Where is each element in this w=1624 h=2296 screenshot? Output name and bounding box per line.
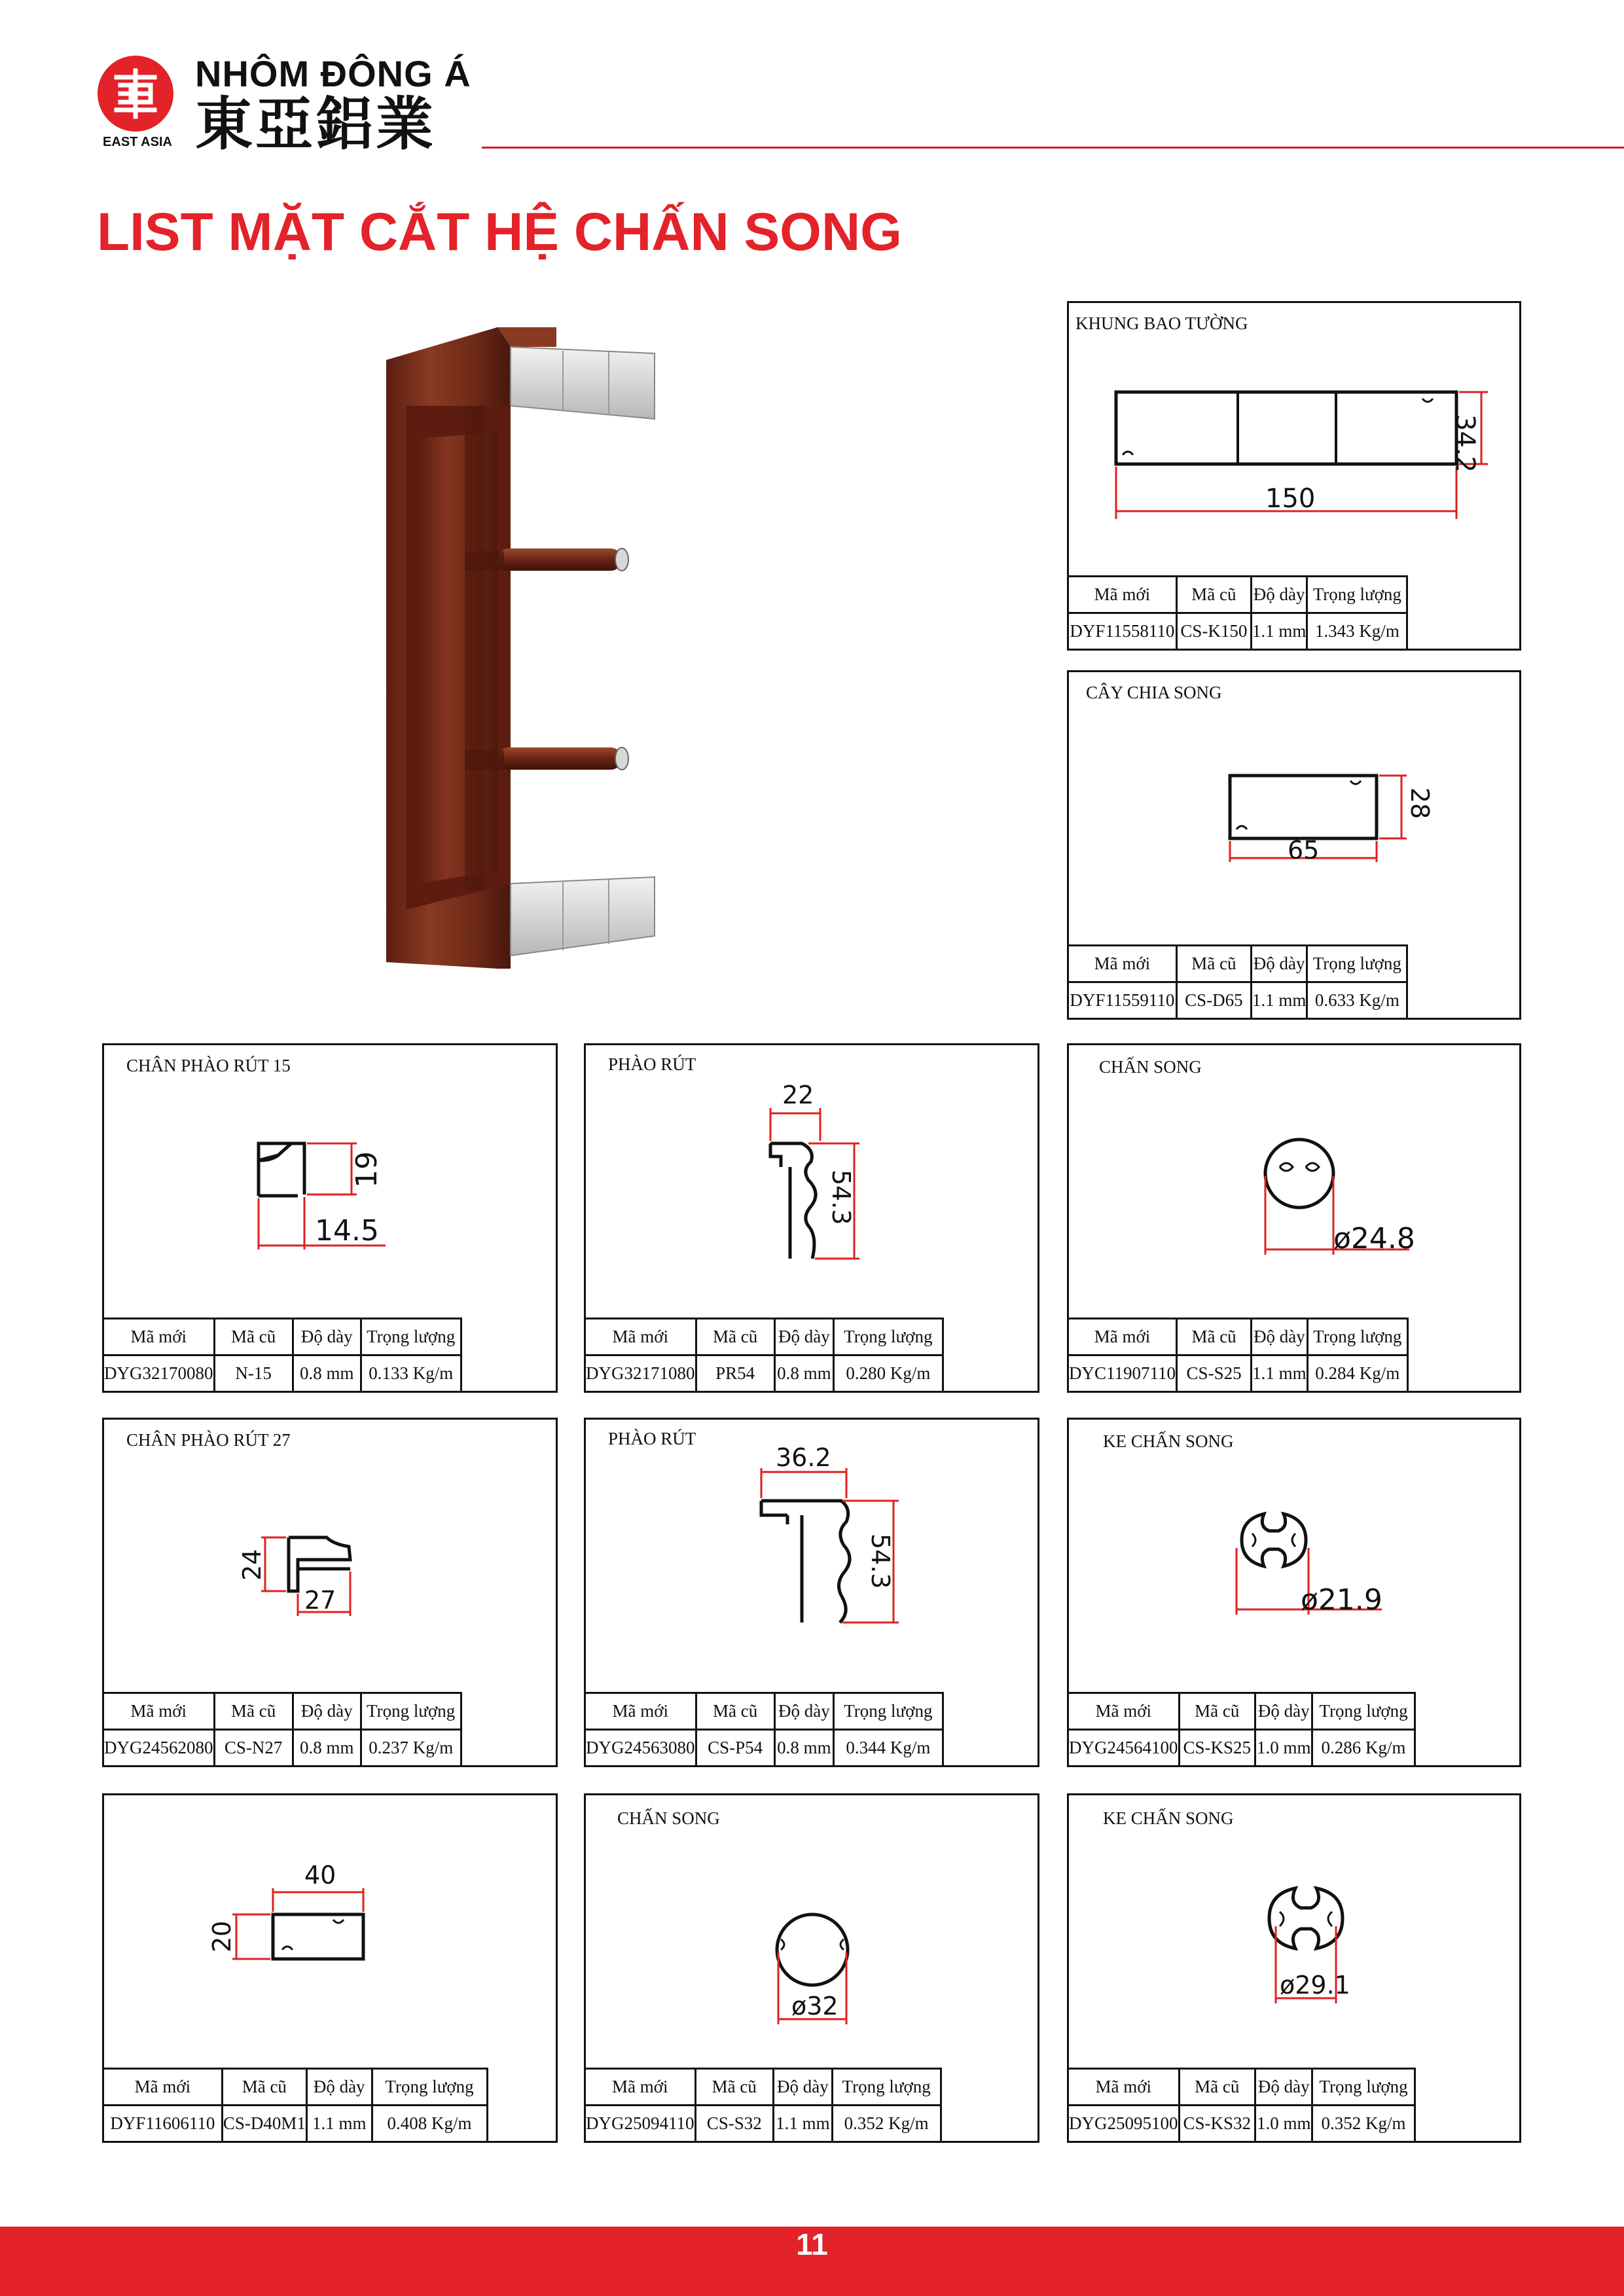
profile-name: PHÀO RÚT [608, 1429, 696, 1448]
trong-luong-value: 1.343 Kg/m [1307, 613, 1407, 650]
header-trong-luong: Trọng lượng [361, 1693, 461, 1730]
brand-vietnamese-name: NHÔM ĐÔNG Á [195, 53, 471, 94]
profile-name: PHÀO RÚT [608, 1054, 696, 1074]
profile-card-chan-phao-rut-15 [102, 1043, 558, 1393]
header-do-day: Độ dày [1251, 946, 1307, 982]
do-day-value: 1.0 mm [1255, 2106, 1312, 2142]
ma-cu-value: CS-S25 [1177, 1355, 1252, 1392]
spec-table [584, 2068, 942, 2143]
spec-table [102, 1692, 462, 1767]
header-do-day: Độ dày [306, 2069, 372, 2106]
header-ma-cu: Mã cũ [1176, 577, 1251, 613]
header-trong-luong: Trọng lượng [1307, 946, 1407, 982]
header-do-day: Độ dày [1255, 2069, 1312, 2106]
ma-cu-value: CS-P54 [696, 1730, 774, 1767]
ma-cu-value: CS-K150 [1176, 613, 1251, 650]
profile-name: KHUNG BAO TƯỜNG [1075, 314, 1248, 333]
trong-luong-value: 0.133 Kg/m [361, 1355, 461, 1392]
header-ma-cu: Mã cũ [1177, 1319, 1252, 1355]
dimension-label: 27 [304, 1586, 336, 1615]
spec-table [1067, 2068, 1416, 2143]
trong-luong-value: 0.352 Kg/m [832, 2106, 941, 2142]
ma-cu-value: CS-S32 [695, 2106, 774, 2142]
ma-cu-value: CS-D40M1 [222, 2106, 306, 2142]
profile-card-ke-chan-song-32 [1067, 1793, 1521, 2143]
profile-section-drawing [104, 1795, 556, 2070]
page-number: 11 [796, 2227, 828, 2261]
ma-moi-value: DYG24564100 [1068, 1730, 1180, 1767]
profile-section-drawing [1069, 672, 1519, 947]
do-day-value: 1.1 mm [306, 2106, 372, 2142]
header-ma-cu: Mã cũ [1179, 2069, 1255, 2106]
do-day-value: 1.1 mm [774, 2106, 833, 2142]
ma-cu-value: CS-KS25 [1179, 1730, 1255, 1767]
profile-card-khung-bao-tuong [1067, 301, 1521, 651]
profile-name: KE CHẤN SONG [1103, 1431, 1234, 1451]
header-do-day: Độ dày [293, 1693, 361, 1730]
header-trong-luong: Trọng lượng [833, 1319, 943, 1355]
ma-moi-value: DYC11907110 [1068, 1355, 1177, 1392]
spec-table [1067, 944, 1408, 1020]
header-do-day: Độ dày [1252, 1319, 1308, 1355]
profile-name: CHÂN PHÀO RÚT 15 [126, 1056, 291, 1075]
brand-chinese-name: 東亞鋁業 [195, 90, 437, 158]
spec-table [1067, 1692, 1416, 1767]
profile-card-phao-rut-54 [584, 1043, 1039, 1393]
profile-card-chan-song-25 [1067, 1043, 1521, 1393]
dimension-label: 28 [1405, 787, 1434, 819]
dimension-label: 36.2 [776, 1443, 831, 1472]
ma-cu-value: N-15 [214, 1355, 293, 1392]
profile-name: CHÂN PHÀO RÚT 27 [126, 1430, 291, 1450]
header-do-day: Độ dày [774, 1693, 833, 1730]
profile-name: CHẤN SONG [617, 1808, 720, 1828]
header-trong-luong: Trọng lượng [1312, 2069, 1415, 2106]
spec-table [584, 1318, 944, 1393]
dimension-label: 24 [238, 1549, 266, 1581]
spec-table [102, 1318, 462, 1393]
spec-table [584, 1692, 944, 1767]
do-day-value: 1.1 mm [1252, 1355, 1308, 1392]
spec-table [102, 2068, 488, 2143]
header-ma-cu: Mã cũ [695, 2069, 774, 2106]
header-trong-luong: Trọng lượng [372, 2069, 487, 2106]
spec-table [1067, 1318, 1409, 1393]
profile-section-drawing [104, 1045, 556, 1320]
profile-section-drawing [1069, 1045, 1519, 1320]
dimension-label: 19 [350, 1151, 384, 1188]
header-ma-moi: Mã mới [585, 2069, 696, 2106]
profile-card-ke-chan-song-25 [1067, 1418, 1521, 1767]
header-trong-luong: Trọng lượng [832, 2069, 941, 2106]
header-trong-luong: Trọng lượng [833, 1693, 943, 1730]
header-ma-moi: Mã mới [1068, 946, 1177, 982]
header-trong-luong: Trọng lượng [1312, 1693, 1415, 1730]
header-ma-moi: Mã mới [585, 1319, 696, 1355]
do-day-value: 0.8 mm [774, 1355, 833, 1392]
ma-moi-value: DYF11559110 [1068, 982, 1177, 1019]
trong-luong-value: 0.352 Kg/m [1312, 2106, 1415, 2142]
ma-moi-value: DYG24562080 [103, 1730, 215, 1767]
do-day-value: 1.1 mm [1251, 982, 1307, 1019]
ma-moi-value: DYG32170080 [103, 1355, 215, 1392]
header-trong-luong: Trọng lượng [1307, 1319, 1407, 1355]
ma-cu-value: PR54 [696, 1355, 774, 1392]
profile-section-drawing [1069, 1795, 1519, 2070]
profile-name: CÂY CHIA SONG [1086, 683, 1222, 702]
header-ma-cu: Mã cũ [696, 1693, 774, 1730]
dimension-label: 54.3 [866, 1534, 895, 1589]
ma-moi-value: DYF11558110 [1068, 613, 1177, 650]
header-ma-moi: Mã mới [1068, 2069, 1180, 2106]
do-day-value: 1.1 mm [1251, 613, 1307, 650]
header-ma-cu: Mã cũ [214, 1693, 293, 1730]
do-day-value: 1.0 mm [1255, 1730, 1312, 1767]
east-asia-logo-icon [97, 55, 174, 132]
profile-section-drawing [1069, 1420, 1519, 1695]
profile-card-phao-rut-p54 [584, 1418, 1039, 1767]
trong-luong-value: 0.408 Kg/m [372, 2106, 487, 2142]
header-ma-cu: Mã cũ [696, 1319, 774, 1355]
ma-moi-value: DYG25094110 [585, 2106, 696, 2142]
header-ma-cu: Mã cũ [1179, 1693, 1255, 1730]
header-do-day: Độ dày [293, 1319, 361, 1355]
dimension-label: 65 [1288, 836, 1320, 865]
spec-table [1067, 575, 1408, 651]
trong-luong-value: 0.284 Kg/m [1307, 1355, 1407, 1392]
header-ma-cu: Mã cũ [222, 2069, 306, 2106]
trong-luong-value: 0.280 Kg/m [833, 1355, 943, 1392]
dimension-label: ø21.9 [1301, 1583, 1382, 1617]
trong-luong-value: 0.344 Kg/m [833, 1730, 943, 1767]
profile-section-drawing [104, 1420, 556, 1695]
trong-luong-value: 0.633 Kg/m [1307, 982, 1407, 1019]
dimension-label: 150 [1265, 484, 1316, 514]
ma-moi-value: DYG32171080 [585, 1355, 696, 1392]
profile-card-chan-phao-rut-27 [102, 1418, 558, 1767]
header-do-day: Độ dày [774, 2069, 833, 2106]
ma-moi-value: DYF11606110 [103, 2106, 223, 2142]
header-ma-moi: Mã mới [103, 2069, 223, 2106]
header-ma-cu: Mã cũ [1176, 946, 1251, 982]
do-day-value: 0.8 mm [293, 1355, 361, 1392]
brand-english-name: EAST ASIA [103, 135, 172, 149]
header-do-day: Độ dày [1255, 1693, 1312, 1730]
header-do-day: Độ dày [1251, 577, 1307, 613]
header-do-day: Độ dày [774, 1319, 833, 1355]
dimension-label: 54.3 [827, 1170, 856, 1225]
header-ma-cu: Mã cũ [214, 1319, 293, 1355]
window-grille-product-render [367, 308, 707, 1001]
ma-cu-value: CS-D65 [1176, 982, 1251, 1019]
trong-luong-value: 0.237 Kg/m [361, 1730, 461, 1767]
profile-name: CHẤN SONG [1099, 1057, 1202, 1077]
dimension-label: 20 [208, 1920, 236, 1952]
dimension-label: ø32 [791, 1992, 839, 2020]
header-ma-moi: Mã mới [1068, 577, 1177, 613]
dimension-label: 34.2 [1450, 414, 1480, 473]
dimension-label: ø24.8 [1333, 1222, 1415, 1255]
dimension-label: 22 [782, 1081, 814, 1109]
profile-card-cay-chia-song [1067, 670, 1521, 1020]
profile-card-cs-d40m1 [102, 1793, 558, 2143]
do-day-value: 0.8 mm [774, 1730, 833, 1767]
do-day-value: 0.8 mm [293, 1730, 361, 1767]
profile-name: KE CHẤN SONG [1103, 1808, 1234, 1828]
dimension-label: 40 [304, 1861, 336, 1890]
header-ma-moi: Mã mới [585, 1693, 696, 1730]
ma-moi-value: DYG25095100 [1068, 2106, 1180, 2142]
page-title: LIST MẶT CẮT HỆ CHẤN SONG [97, 202, 902, 262]
dimension-label: ø29.1 [1280, 1971, 1350, 2000]
header-trong-luong: Trọng lượng [361, 1319, 461, 1355]
ma-cu-value: CS-N27 [214, 1730, 293, 1767]
header-trong-luong: Trọng lượng [1307, 577, 1407, 613]
profile-card-chan-song-32 [584, 1793, 1039, 2143]
ma-cu-value: CS-KS32 [1179, 2106, 1255, 2142]
header-divider [482, 147, 1624, 149]
trong-luong-value: 0.286 Kg/m [1312, 1730, 1415, 1767]
dimension-label: 14.5 [315, 1214, 379, 1247]
header-ma-moi: Mã mới [1068, 1319, 1177, 1355]
ma-moi-value: DYG24563080 [585, 1730, 696, 1767]
profile-section-drawing [586, 1795, 1038, 2070]
header-ma-moi: Mã mới [1068, 1693, 1180, 1730]
header-ma-moi: Mã mới [103, 1319, 215, 1355]
header-ma-moi: Mã mới [103, 1693, 215, 1730]
